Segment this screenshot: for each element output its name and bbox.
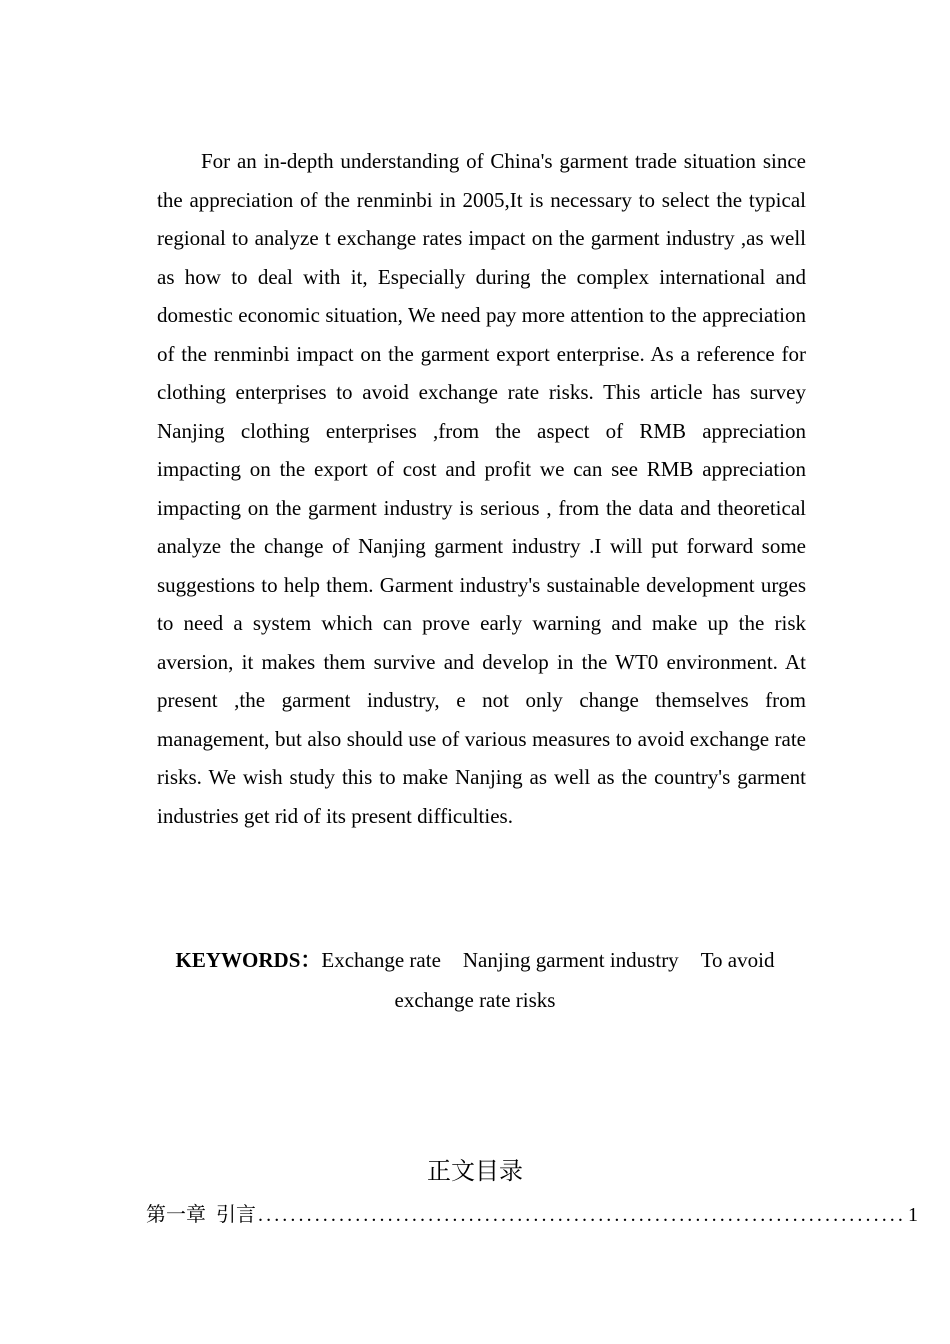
toc-entry-chapter: 第一章 引言	[146, 1204, 256, 1226]
keyword-item: Exchange rate	[321, 948, 441, 972]
keyword-item: Nanjing garment industry	[462, 948, 679, 972]
keywords-label: KEYWORDS：	[175, 948, 322, 972]
keywords-line	[140, 940, 810, 1020]
toc-entry[interactable]	[146, 1200, 918, 1230]
toc-title: 正文目录	[427, 1159, 523, 1185]
toc-entry-leader: ................................................................................	[258, 1204, 906, 1226]
abstract-paragraph: For an in-depth understanding of China's garment trade situation since the appreciation of the renminbi in 2005,It is necessary to select the typical regional to analyze t exchange rates impact on the garment industry ,as well as how to deal with it, Especially during the complex international and domestic economic situation, We need pay more attention to the appreciation of the renminbi impact on the garment export enterprise. As a reference for clothing enterprises to avoid exchange rate risks. This article has survey Nanjing clothing enterprises ,from the aspect of RMB appreciation impacting on the export of cost and profit we can see RMB appreciation impacting on the garment industry is serious , from the data and theoretical analyze the change of Nanjing garment industry .I will put forward some suggestions to help them. Garment industry's sustainable development urges to need a system which can prove early warning and make up the risk aversion, it makes them survive and develop in the WT0 environment. At present ,the garment industry, e not only change themselves from management, but also should use of various measures to avoid exchange rate risks. We wish study this to make Nanjing as well as the country's garment industries get rid of its present difficulties.	[157, 149, 806, 828]
toc-entry-page-number: 1	[908, 1204, 918, 1226]
keyword-item: To avoid exchange rate risks	[394, 948, 775, 1012]
